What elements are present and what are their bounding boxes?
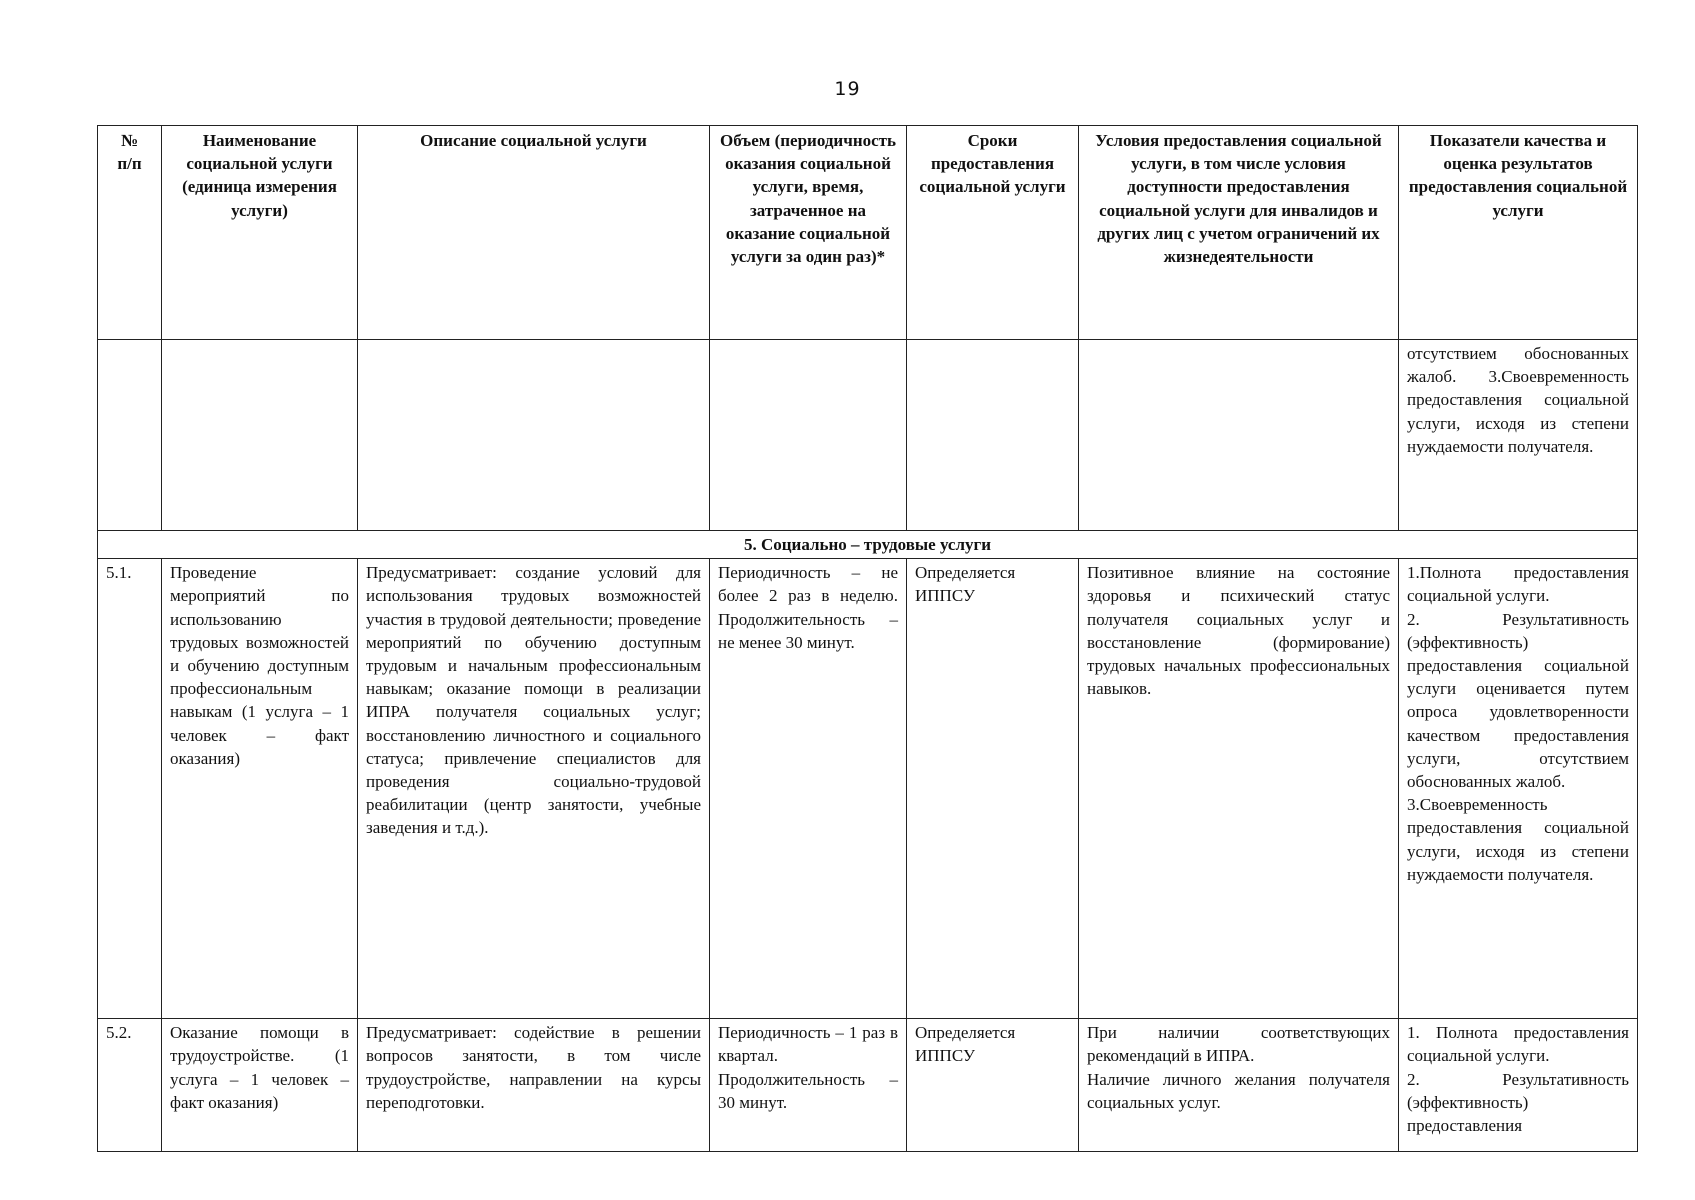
service-name: Оказание помощи в трудоустройстве. (1 услуга – 1 человек – факт оказания) xyxy=(162,1019,358,1152)
header-cell-quality: Показатели качества и оценка результатов предоставления социальной услуги xyxy=(1399,126,1638,340)
table-cell xyxy=(162,340,358,531)
service-conditions: Позитивное влияние на состояние здоровья и психический статус получателя социальных услуг и восстановление (формирование) трудовых начальных профессиональных навыков. xyxy=(1079,559,1399,1019)
quality-continuation-cell: отсутствием обоснованных жалоб. 3.Своевременность предоставления социальной услуги, исходя из степени нуждаемости получателя. xyxy=(1399,340,1638,531)
section-title: 5. Социально – трудовые услуги xyxy=(98,531,1638,559)
service-description: Предусматривает: создание условий для использования трудовых возможностей участия в трудовой деятельности; проведение мероприятий по обучению доступным трудовым и начальным профессиональным навыкам; оказание помощи в реализации ИПРА получателя социальных услуг; восстановлению личностного и социального статуса; привлечение специалистов для проведения социально-трудовой реабилитации (центр занятости, учебные заведения и т.д.). xyxy=(358,559,710,1019)
table-cell xyxy=(1079,340,1399,531)
header-cell-conditions: Условия предоставления социальной услуги, в том числе условия доступности предоставления социальной услуги для инвалидов и других лиц с учетом ограничений их жизнедеятельности xyxy=(1079,126,1399,340)
quality-item: 1.Полнота предоставления социальной услуги. xyxy=(1407,563,1629,606)
service-conditions xyxy=(1079,1019,1399,1152)
header-cell-name: Наименование социальной услуги (единица измерения услуги) xyxy=(162,126,358,340)
quality-item: 2. Результативность (эффективность) предоставления социальной услуги оценивается путем опроса удовлетворенности качеством предоставления услуги, отсутствием обоснованных жалоб. xyxy=(1407,609,1629,792)
quality-item: 2. Результативность (эффективность) предоставления xyxy=(1407,1069,1629,1136)
service-quality xyxy=(1399,559,1638,1019)
social-services-table xyxy=(97,125,1638,1152)
service-terms: Определяется ИППСУ xyxy=(907,1019,1079,1152)
service-description: Предусматривает: содействие в решении вопросов занятости, в том числе трудоустройстве, направлении на курсы переподготовки. xyxy=(358,1019,710,1152)
service-name: Проведение мероприятий по использованию трудовых возможностей и обучению доступным профессиональным навыкам (1 услуга – 1 человек – факт оказания) xyxy=(162,559,358,1019)
row-number: 5.2. xyxy=(98,1019,162,1152)
service-terms: Определяется ИППСУ xyxy=(907,559,1079,1019)
section-header-row xyxy=(98,531,1638,559)
table-row xyxy=(98,1019,1638,1152)
condition-item: Наличие личного желания получателя социальных услуг. xyxy=(1087,1069,1390,1112)
header-cell-terms: Сроки предоставления социальной услуги xyxy=(907,126,1079,340)
header-cell-description: Описание социальной услуги xyxy=(358,126,710,340)
page-number: 19 xyxy=(834,78,861,100)
service-volume: Периодичность – не более 2 раз в неделю. Продолжительность – не менее 30 минут. xyxy=(710,559,907,1019)
header-cell-num: № п/п xyxy=(98,126,162,340)
table-cell xyxy=(710,340,907,531)
header-row xyxy=(98,126,1638,340)
continuation-row xyxy=(98,340,1638,531)
condition-item: При наличии соответствующих рекомендаций в ИПРА. xyxy=(1087,1023,1390,1066)
table-row xyxy=(98,559,1638,1019)
service-volume: Периодичность – 1 раз в квартал. Продолжительность – 30 минут. xyxy=(710,1019,907,1152)
quality-item: 3.Своевременность предоставления социальной услуги, исходя из степени нуждаемости получателя. xyxy=(1407,795,1629,884)
quality-item: 1. Полнота предоставления социальной услуги. xyxy=(1407,1023,1629,1066)
header-cell-volume: Объем (периодичность оказания социальной услуги, время, затраченное на оказание социальной услуги за один раз)* xyxy=(710,126,907,340)
service-quality xyxy=(1399,1019,1638,1152)
table-cell xyxy=(98,340,162,531)
table-cell xyxy=(358,340,710,531)
row-number: 5.1. xyxy=(98,559,162,1019)
table-cell xyxy=(907,340,1079,531)
